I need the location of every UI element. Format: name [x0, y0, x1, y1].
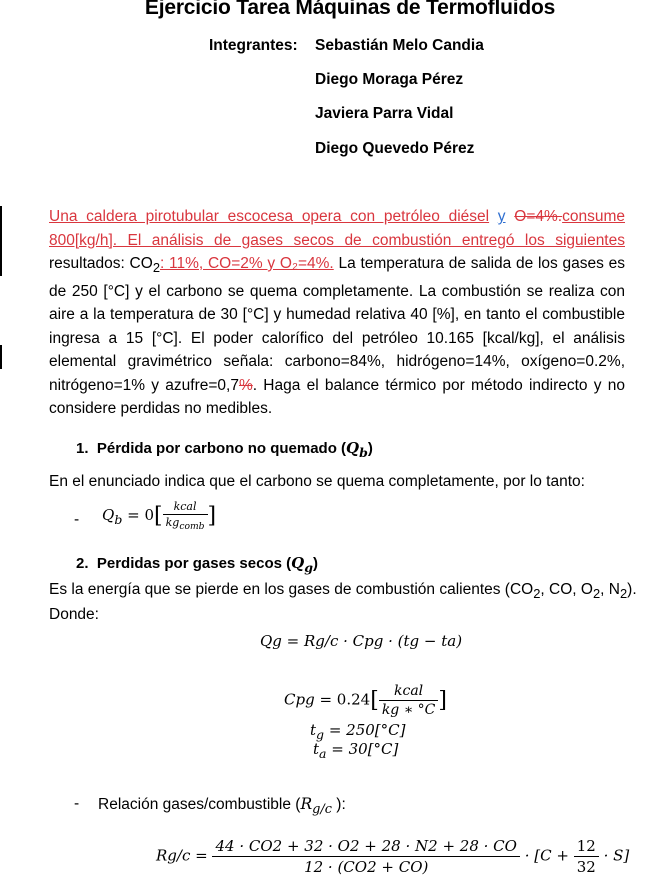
math-subscript: g: [316, 727, 325, 742]
math-symbol: t: [313, 740, 320, 758]
text-part: Es la energía que se pierde en los gases de combustión calientes (CO: [49, 581, 534, 598]
equation-qg: Qg = Rg/c · Cpg · (tg − ta): [260, 632, 463, 650]
math-symbol: Q: [102, 506, 115, 525]
section-title-close: ): [367, 440, 373, 457]
equation-rgc: [156, 837, 629, 876]
bullet-dash: -: [74, 511, 80, 528]
ratio-text: Relación gases/combustible (: [98, 796, 301, 813]
equation-ta: [313, 740, 398, 761]
equation-tg: [310, 721, 405, 742]
s-numerator: 12: [574, 837, 599, 857]
unit-fraction: [379, 683, 439, 718]
math-subscript: g/c: [312, 802, 332, 818]
inserted-text: : 11%, CO=2% y O₂=4%.: [160, 255, 334, 272]
math-subscript: b: [114, 512, 123, 528]
subscript: 2: [592, 586, 601, 602]
team-label: Integrantes:: [209, 37, 298, 54]
math-symbol: t: [310, 721, 317, 739]
inserted-text: Una caldera pirotubular escocesa opera con petróleo diésel: [49, 208, 490, 225]
math-symbol: Q: [291, 554, 305, 572]
unit-denominator-base: kg: [165, 516, 180, 529]
text-part: , CO, O: [540, 581, 593, 598]
equation-qb: [102, 500, 216, 532]
deleted-text: O=4%.: [514, 208, 563, 225]
team-member-3: Javiera Parra Vidal: [315, 105, 454, 122]
rgc-fraction: [212, 837, 519, 876]
subscript: 2: [152, 260, 160, 276]
inserted-text: y: [497, 208, 506, 225]
section-title-close: ): [312, 555, 318, 572]
revision-bar: [0, 206, 2, 276]
s-denominator: 32: [576, 858, 596, 876]
math-value: = 30[°C]: [331, 740, 399, 758]
ratio-label: [98, 795, 346, 817]
donde-label: Donde:: [49, 606, 99, 623]
section-title: Pérdida por carbono no quemado (: [96, 440, 347, 457]
math-lhs: Rg/c =: [156, 846, 208, 865]
problem-statement: [49, 205, 625, 421]
bracket-close: ]: [438, 688, 447, 713]
bracket-open: [: [370, 688, 379, 713]
document-title: Ejercicio Tarea Máquinas de Termofluidos: [144, 0, 556, 19]
rgc-denominator: 12 · (CO2 + CO): [304, 858, 429, 876]
rgc-numerator: 44 · CO2 + 32 · O2 + 28 · N2 + 28 · CO: [212, 837, 519, 857]
rgc-tail: · S]: [603, 846, 630, 865]
math-subscript: b: [359, 445, 368, 460]
s-fraction: [574, 837, 599, 876]
math-value: = 0.24: [319, 690, 371, 709]
text-part: , N: [600, 581, 620, 598]
statement-text: resultados: CO: [49, 255, 153, 272]
bracket-open: [: [154, 503, 163, 529]
team-member-1: Sebastián Melo Candia: [315, 37, 484, 54]
unit-numerator: kcal: [379, 683, 439, 701]
rgc-tail: · [C +: [524, 846, 569, 865]
section-2-text: [49, 581, 637, 601]
section-number: 1.: [76, 440, 89, 457]
subscript: 2: [533, 586, 541, 602]
math-subscript: a: [319, 746, 327, 761]
revision-bar: [0, 345, 2, 369]
subscript: 2: [619, 586, 628, 602]
statement-text: . Haga el balance térmico por método indirecto y no considere perdidas no medibles.: [49, 376, 625, 418]
math-symbol: R: [300, 795, 313, 813]
team-member-4: Diego Quevedo Pérez: [315, 140, 475, 157]
equation-cpg: [284, 683, 447, 718]
unit-denominator-sub: comb: [179, 521, 205, 533]
bullet-dash: -: [74, 795, 80, 812]
bracket-close: ]: [207, 503, 217, 529]
math-value: = 250[°C]: [328, 721, 406, 739]
section-heading-2: [76, 554, 318, 575]
unit-denominator: [163, 515, 208, 532]
math-symbol: Q: [346, 439, 360, 457]
math-symbol: Cpg: [284, 690, 315, 709]
statement-text: La temperatura de salida de los gases es de 250 [°C] y el carbono se quema completamente. La combustión se realiza con aire a la temperatura de 30 [°C] y humedad relativa 40 [%], en tanto el combustible ingresa a 15 [°C]. El poder calorífico del petróleo 10.165 [kcal/kg], el análisis elemental gravimétrico señala: carbono=84%, hidrógeno=14%, oxígeno=0.2%, nitrógeno=1% y azufre=0,7: [49, 255, 625, 394]
section-title: Perdidas por gases secos (: [96, 555, 292, 572]
unit-fraction: [163, 500, 208, 532]
text-part: ).: [627, 581, 637, 598]
deleted-text: %: [238, 376, 253, 394]
ratio-text: ):: [331, 796, 346, 813]
math-value: = 0: [127, 506, 154, 525]
section-number: 2.: [76, 555, 89, 572]
unit-numerator: kcal: [163, 500, 208, 515]
section-heading-1: [76, 439, 373, 460]
unit-denominator: kg ∗ °C: [381, 702, 436, 718]
team-member-2: Diego Moraga Pérez: [315, 71, 464, 88]
inserted-text: consume 800[kg/h]. El análisis de gases secos de combustión entregó los siguientes: [49, 208, 625, 249]
section-1-text: En el enunciado indica que el carbono se quema completamente, por lo tanto:: [49, 473, 585, 490]
math-subscript: g: [304, 560, 313, 575]
